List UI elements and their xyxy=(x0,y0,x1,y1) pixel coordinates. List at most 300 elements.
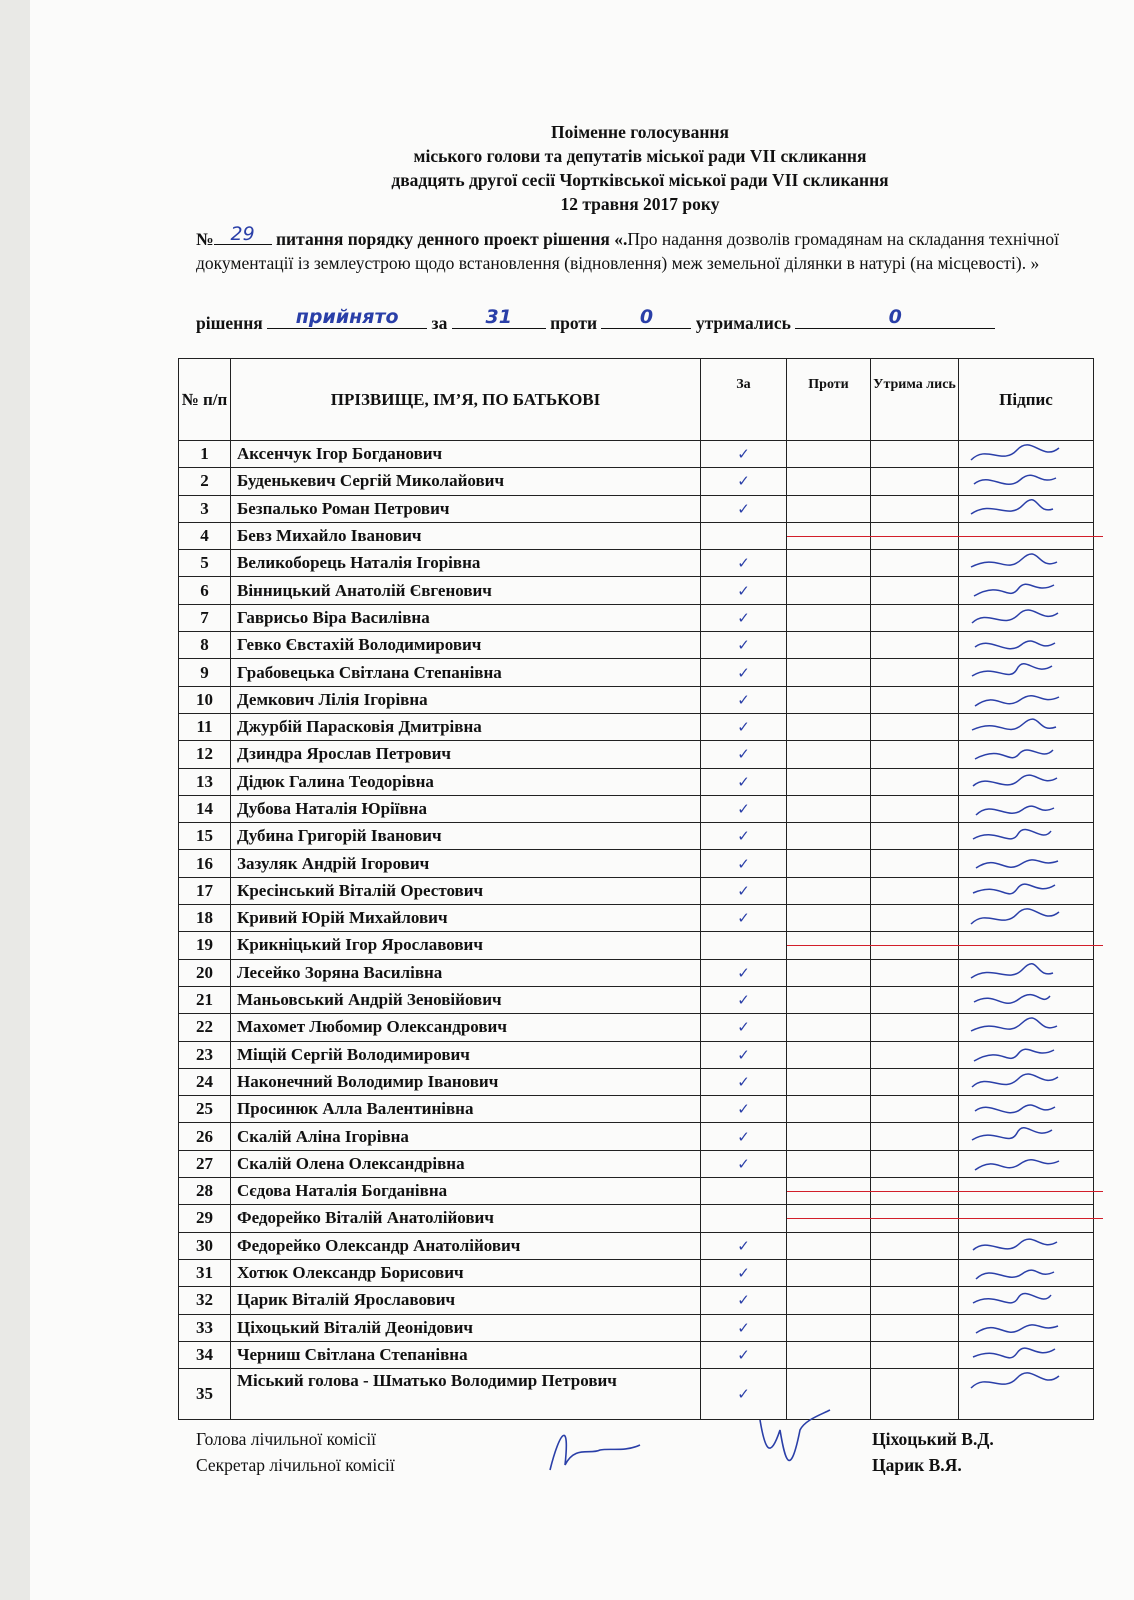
table-row xyxy=(179,905,1094,932)
row-number: 33 xyxy=(179,1314,231,1341)
table-row xyxy=(179,1123,1094,1150)
signature-icon xyxy=(967,1124,1067,1148)
signature-icon xyxy=(967,906,1067,930)
vote-against-mark xyxy=(787,1232,871,1259)
row-number: 5 xyxy=(179,550,231,577)
vote-against-mark xyxy=(787,441,871,468)
row-number: 31 xyxy=(179,1259,231,1286)
absent-strike-line xyxy=(959,1191,1103,1192)
row-number: 15 xyxy=(179,823,231,850)
signature-icon xyxy=(967,1261,1067,1285)
vote-against-mark xyxy=(787,632,871,659)
deputy-name: Федорейко Олександр Анатолійович xyxy=(231,1232,701,1259)
vote-for-mark xyxy=(701,932,787,959)
row-number: 2 xyxy=(179,468,231,495)
signature-icon xyxy=(967,824,1067,848)
row-number: 20 xyxy=(179,959,231,986)
header-for: За xyxy=(701,359,787,441)
deputy-name: Міщій Сергій Володимирович xyxy=(231,1041,701,1068)
vote-against-mark xyxy=(787,1287,871,1314)
table-row xyxy=(179,1178,1094,1205)
table-row xyxy=(179,1232,1094,1259)
row-number: 21 xyxy=(179,986,231,1013)
deputy-name: Грабовецька Світлана Степанівна xyxy=(231,659,701,686)
absent-strike-line xyxy=(787,1191,880,1192)
signature-icon xyxy=(967,606,1067,630)
vote-abstain-mark xyxy=(871,1341,959,1368)
header-subtitle: міського голови та депутатів міської ради VII скликання xyxy=(413,146,867,166)
table-row xyxy=(179,1259,1094,1286)
signature-cell xyxy=(959,686,1094,713)
vote-abstain-mark xyxy=(871,1314,959,1341)
secretary-name: Царик В.Я. xyxy=(872,1455,962,1475)
row-number: 9 xyxy=(179,659,231,686)
deputy-name: Великоборець Наталія Ігорівна xyxy=(231,550,701,577)
signature-icon xyxy=(967,660,1067,684)
vote-for-mark: ✓ xyxy=(701,659,787,686)
signature-cell xyxy=(959,468,1094,495)
signature-cell xyxy=(959,577,1094,604)
absent-strike-line xyxy=(787,1218,880,1219)
deputy-name: Лесейко Зоряна Василівна xyxy=(231,959,701,986)
vote-for-mark: ✓ xyxy=(701,741,787,768)
vote-for-mark: ✓ xyxy=(701,632,787,659)
deputy-name: Гаврисьо Віра Василівна xyxy=(231,604,701,631)
vote-abstain-mark xyxy=(871,1232,959,1259)
signature-cell xyxy=(959,1341,1094,1368)
table-row xyxy=(179,823,1094,850)
vote-abstain-mark xyxy=(871,877,959,904)
question-number: 29 xyxy=(230,223,255,245)
signature-cell xyxy=(959,1068,1094,1095)
row-number: 7 xyxy=(179,604,231,631)
vote-against-mark xyxy=(787,1041,871,1068)
vote-against-mark xyxy=(787,877,871,904)
vote-abstain-mark xyxy=(871,1287,959,1314)
table-row xyxy=(179,1014,1094,1041)
deputy-name: Вінницький Анатолій Євгенович xyxy=(231,577,701,604)
deputy-name: Кривий Юрій Михайлович xyxy=(231,905,701,932)
deputy-name: Маньовський Андрій Зеновійович xyxy=(231,986,701,1013)
vote-against-mark xyxy=(787,1259,871,1286)
vote-for-mark: ✓ xyxy=(701,686,787,713)
deputy-name: Дубова Наталія Юріївна xyxy=(231,795,701,822)
vote-abstain-mark xyxy=(871,441,959,468)
vote-for-mark: ✓ xyxy=(701,959,787,986)
row-number: 27 xyxy=(179,1150,231,1177)
table-row xyxy=(179,713,1094,740)
signature-cell xyxy=(959,1369,1094,1420)
vote-for-mark: ✓ xyxy=(701,1369,787,1420)
question-text: Про надання дозволів громадянам на складання технічної документації із землеустрою щодо встановлення (відновлення) меж земельної ділянки в натурі (на місцевості). » xyxy=(196,229,1059,273)
signature-icon xyxy=(967,442,1067,466)
row-number: 19 xyxy=(179,932,231,959)
signature-cell xyxy=(959,1205,1094,1232)
signature-icon xyxy=(967,770,1067,794)
question-number-blank xyxy=(214,224,272,245)
footer-names xyxy=(872,1426,994,1478)
row-number: 11 xyxy=(179,713,231,740)
signature-cell xyxy=(959,1259,1094,1286)
document-header xyxy=(150,120,1130,216)
table-row xyxy=(179,932,1094,959)
deputy-name: Крикніцький Ігор Ярославович xyxy=(231,932,701,959)
vote-abstain-mark xyxy=(871,1150,959,1177)
vote-against-mark xyxy=(787,959,871,986)
vote-abstain-mark xyxy=(871,495,959,522)
chair-label: Голова лічильної комісії xyxy=(196,1429,377,1449)
signature-cell xyxy=(959,1178,1094,1205)
vote-abstain-mark xyxy=(871,1369,959,1420)
signature-cell xyxy=(959,632,1094,659)
signature-cell xyxy=(959,522,1094,549)
vote-against-mark xyxy=(787,1014,871,1041)
vote-for-mark: ✓ xyxy=(701,1041,787,1068)
vote-against-mark xyxy=(787,795,871,822)
deputy-name: Скалій Олена Олександрівна xyxy=(231,1150,701,1177)
vote-abstain-mark xyxy=(871,659,959,686)
vote-against-mark xyxy=(787,522,871,549)
signature-icon xyxy=(967,551,1067,575)
vote-table-body xyxy=(179,441,1094,1420)
deputy-name: Бевз Михайло Іванович xyxy=(231,522,701,549)
vote-for-mark: ✓ xyxy=(701,577,787,604)
abstain-label: утримались xyxy=(695,313,791,333)
absent-strike-line xyxy=(871,945,968,946)
absent-strike-line xyxy=(871,1218,968,1219)
table-row xyxy=(179,1041,1094,1068)
signature-icon xyxy=(967,988,1067,1012)
vote-for-mark xyxy=(701,1178,787,1205)
vote-for-mark: ✓ xyxy=(701,550,787,577)
header-title: Поіменне голосування xyxy=(551,122,729,142)
deputy-name: Хотюк Олександр Борисович xyxy=(231,1259,701,1286)
decision-value: прийнято xyxy=(295,306,399,328)
secretary-label: Секретар лічильної комісії xyxy=(196,1455,395,1475)
decision-value-blank xyxy=(267,306,427,329)
secretary-signature-icon xyxy=(740,1400,840,1490)
for-value-blank xyxy=(452,306,546,329)
signature-icon xyxy=(967,797,1067,821)
header-date: 12 травня 2017 року xyxy=(560,194,720,214)
abstain-value-blank xyxy=(795,306,995,329)
signature-icon xyxy=(967,742,1067,766)
deputy-name: Кресінський Віталій Орестович xyxy=(231,877,701,904)
signature-cell xyxy=(959,932,1094,959)
deputy-name: Махомет Любомир Олександрович xyxy=(231,1014,701,1041)
deputy-name: Буденькевич Сергій Миколайович xyxy=(231,468,701,495)
vote-abstain-mark xyxy=(871,522,959,549)
table-row xyxy=(179,577,1094,604)
for-value: 31 xyxy=(485,306,512,328)
vote-abstain-mark xyxy=(871,1068,959,1095)
signature-icon xyxy=(967,1043,1067,1067)
vote-against-mark xyxy=(787,932,871,959)
vote-against-mark xyxy=(787,1123,871,1150)
table-row xyxy=(179,795,1094,822)
table-row xyxy=(179,768,1094,795)
vote-for-mark: ✓ xyxy=(701,1123,787,1150)
vote-abstain-mark xyxy=(871,550,959,577)
vote-abstain-mark xyxy=(871,577,959,604)
vote-for-mark: ✓ xyxy=(701,1232,787,1259)
table-row xyxy=(179,686,1094,713)
deputy-name: Черниш Світлана Степанівна xyxy=(231,1341,701,1368)
vote-for-mark: ✓ xyxy=(701,850,787,877)
vote-against-mark xyxy=(787,768,871,795)
chair-name: Ціхоцький В.Д. xyxy=(872,1429,994,1449)
vote-for-mark: ✓ xyxy=(701,1287,787,1314)
deputy-name: Дідюк Галина Теодорівна xyxy=(231,768,701,795)
row-number: 18 xyxy=(179,905,231,932)
vote-for-mark: ✓ xyxy=(701,986,787,1013)
vote-for-mark: ✓ xyxy=(701,441,787,468)
vote-for-mark: ✓ xyxy=(701,823,787,850)
vote-for-mark: ✓ xyxy=(701,468,787,495)
deputy-name: Федорейко Віталій Анатолійович xyxy=(231,1205,701,1232)
signature-cell xyxy=(959,795,1094,822)
vote-for-mark: ✓ xyxy=(701,1150,787,1177)
vote-against-mark xyxy=(787,686,871,713)
vote-for-mark: ✓ xyxy=(701,713,787,740)
signature-icon xyxy=(967,497,1067,521)
signature-icon xyxy=(967,1288,1067,1312)
vote-against-mark xyxy=(787,741,871,768)
deputy-name: Джурбій Парасковія Дмитрівна xyxy=(231,713,701,740)
vote-for-mark: ✓ xyxy=(701,1341,787,1368)
signature-icon xyxy=(967,688,1067,712)
table-row xyxy=(179,1096,1094,1123)
header-against: Проти xyxy=(787,359,871,441)
vote-table xyxy=(178,358,1094,1420)
question-bold-text: питання порядку денного проект рішення «. xyxy=(271,229,628,249)
table-row xyxy=(179,441,1094,468)
deputy-name: Ціхоцький Віталій Деонідович xyxy=(231,1314,701,1341)
vote-against-mark xyxy=(787,604,871,631)
row-number: 23 xyxy=(179,1041,231,1068)
signature-cell xyxy=(959,959,1094,986)
vote-for-mark: ✓ xyxy=(701,1259,787,1286)
signature-cell xyxy=(959,986,1094,1013)
vote-abstain-mark xyxy=(871,986,959,1013)
header-name: ПРІЗВИЩЕ, ІМ’Я, ПО БАТЬКОВІ xyxy=(231,359,701,441)
signature-cell xyxy=(959,550,1094,577)
signature-cell xyxy=(959,768,1094,795)
deputy-name: Просинюк Алла Валентинівна xyxy=(231,1096,701,1123)
table-row xyxy=(179,1287,1094,1314)
decision-line xyxy=(196,306,1096,336)
signature-icon xyxy=(967,633,1067,657)
vote-abstain-mark xyxy=(871,468,959,495)
deputy-name: Дзиндра Ярослав Петрович xyxy=(231,741,701,768)
signature-cell xyxy=(959,741,1094,768)
vote-against-mark xyxy=(787,1068,871,1095)
vote-abstain-mark xyxy=(871,959,959,986)
row-number: 30 xyxy=(179,1232,231,1259)
vote-for-mark: ✓ xyxy=(701,1096,787,1123)
table-row xyxy=(179,850,1094,877)
vote-abstain-mark xyxy=(871,932,959,959)
vote-for-mark: ✓ xyxy=(701,1314,787,1341)
absent-strike-line xyxy=(787,536,880,537)
table-row xyxy=(179,1341,1094,1368)
deputy-name: Аксенчук Ігор Богданович xyxy=(231,441,701,468)
signature-cell xyxy=(959,713,1094,740)
row-number: 28 xyxy=(179,1178,231,1205)
vote-against-mark xyxy=(787,1341,871,1368)
against-value-blank xyxy=(601,306,691,329)
signature-cell xyxy=(959,604,1094,631)
signature-cell xyxy=(959,1123,1094,1150)
row-number: 25 xyxy=(179,1096,231,1123)
vote-abstain-mark xyxy=(871,768,959,795)
vote-against-mark xyxy=(787,468,871,495)
vote-abstain-mark xyxy=(871,823,959,850)
row-number: 4 xyxy=(179,522,231,549)
row-number: 8 xyxy=(179,632,231,659)
row-number: 29 xyxy=(179,1205,231,1232)
table-row xyxy=(179,1068,1094,1095)
table-row xyxy=(179,1314,1094,1341)
row-number: 34 xyxy=(179,1341,231,1368)
table-row xyxy=(179,1205,1094,1232)
table-row xyxy=(179,632,1094,659)
vote-abstain-mark xyxy=(871,1096,959,1123)
absent-strike-line xyxy=(959,1218,1103,1219)
table-row xyxy=(179,468,1094,495)
signature-icon xyxy=(967,879,1067,903)
against-label: проти xyxy=(550,313,598,333)
signature-cell xyxy=(959,905,1094,932)
vote-abstain-mark xyxy=(871,713,959,740)
absent-strike-line xyxy=(871,1191,968,1192)
signature-icon xyxy=(967,1343,1067,1367)
signature-cell xyxy=(959,1096,1094,1123)
vote-against-mark xyxy=(787,495,871,522)
vote-abstain-mark xyxy=(871,686,959,713)
signature-cell xyxy=(959,850,1094,877)
table-row xyxy=(179,659,1094,686)
table-row xyxy=(179,604,1094,631)
signature-cell xyxy=(959,823,1094,850)
signature-cell xyxy=(959,877,1094,904)
decision-label: рішення xyxy=(196,313,263,333)
row-number: 13 xyxy=(179,768,231,795)
vote-abstain-mark xyxy=(871,1014,959,1041)
vote-abstain-mark xyxy=(871,604,959,631)
signature-icon xyxy=(967,1097,1067,1121)
vote-against-mark xyxy=(787,1096,871,1123)
absent-strike-line xyxy=(959,945,1103,946)
vote-against-mark xyxy=(787,823,871,850)
chair-signature-icon xyxy=(540,1410,650,1490)
footer-labels xyxy=(196,1426,395,1478)
abstain-value: 0 xyxy=(888,306,902,328)
vote-against-mark xyxy=(787,1205,871,1232)
signature-cell xyxy=(959,1232,1094,1259)
signature-cell xyxy=(959,1287,1094,1314)
signature-cell xyxy=(959,659,1094,686)
for-label: за xyxy=(431,313,448,333)
vote-abstain-mark xyxy=(871,1259,959,1286)
deputy-name: Безпалько Роман Петрович xyxy=(231,495,701,522)
vote-for-mark xyxy=(701,1205,787,1232)
signature-cell xyxy=(959,1314,1094,1341)
deputy-name: Зазуляк Андрій Ігорович xyxy=(231,850,701,877)
row-number: 22 xyxy=(179,1014,231,1041)
row-number: 16 xyxy=(179,850,231,877)
signature-icon xyxy=(967,578,1067,602)
vote-abstain-mark xyxy=(871,1205,959,1232)
vote-for-mark: ✓ xyxy=(701,795,787,822)
row-number: 26 xyxy=(179,1123,231,1150)
table-row xyxy=(179,959,1094,986)
row-number: 35 xyxy=(179,1369,231,1420)
signature-icon xyxy=(967,1316,1067,1340)
table-row xyxy=(179,1150,1094,1177)
question-prefix: № xyxy=(196,229,214,249)
deputy-name: Міський голова - Шматько Володимир Петрович xyxy=(231,1369,701,1420)
table-row xyxy=(179,495,1094,522)
table-row xyxy=(179,986,1094,1013)
vote-for-mark: ✓ xyxy=(701,877,787,904)
vote-abstain-mark xyxy=(871,1041,959,1068)
header-num: № п/п xyxy=(179,359,231,441)
deputy-name: Сєдова Наталія Богданівна xyxy=(231,1178,701,1205)
row-number: 17 xyxy=(179,877,231,904)
vote-against-mark xyxy=(787,577,871,604)
absent-strike-line xyxy=(959,536,1103,537)
signature-cell xyxy=(959,1014,1094,1041)
vote-for-mark: ✓ xyxy=(701,495,787,522)
vote-abstain-mark xyxy=(871,850,959,877)
vote-against-mark xyxy=(787,659,871,686)
vote-for-mark xyxy=(701,522,787,549)
absent-strike-line xyxy=(871,536,968,537)
deputy-name: Демкович Лілія Ігорівна xyxy=(231,686,701,713)
signature-icon xyxy=(967,851,1067,875)
vote-abstain-mark xyxy=(871,905,959,932)
signature-icon xyxy=(967,1015,1067,1039)
vote-for-mark: ✓ xyxy=(701,905,787,932)
vote-abstain-mark xyxy=(871,1123,959,1150)
vote-for-mark: ✓ xyxy=(701,604,787,631)
against-value: 0 xyxy=(639,306,654,328)
signature-cell xyxy=(959,495,1094,522)
header-session: двадцять другої сесії Чортківської міської ради VII скликання xyxy=(391,170,889,190)
vote-abstain-mark xyxy=(871,795,959,822)
deputy-name: Скалій Аліна Ігорівна xyxy=(231,1123,701,1150)
signature-icon xyxy=(967,961,1067,985)
vote-for-mark: ✓ xyxy=(701,1014,787,1041)
vote-against-mark xyxy=(787,850,871,877)
signature-icon xyxy=(967,469,1067,493)
header-abstain: Утрима лись xyxy=(871,359,959,441)
vote-against-mark xyxy=(787,550,871,577)
scan-edge xyxy=(0,0,30,1600)
vote-for-mark: ✓ xyxy=(701,768,787,795)
vote-abstain-mark xyxy=(871,741,959,768)
row-number: 6 xyxy=(179,577,231,604)
deputy-name: Гевко Євстахій Володимирович xyxy=(231,632,701,659)
vote-against-mark xyxy=(787,986,871,1013)
signature-icon xyxy=(967,1152,1067,1176)
signature-icon xyxy=(967,1234,1067,1258)
absent-strike-line xyxy=(787,945,880,946)
vote-against-mark xyxy=(787,1150,871,1177)
header-signature: Підпис xyxy=(959,359,1094,441)
signature-cell xyxy=(959,441,1094,468)
